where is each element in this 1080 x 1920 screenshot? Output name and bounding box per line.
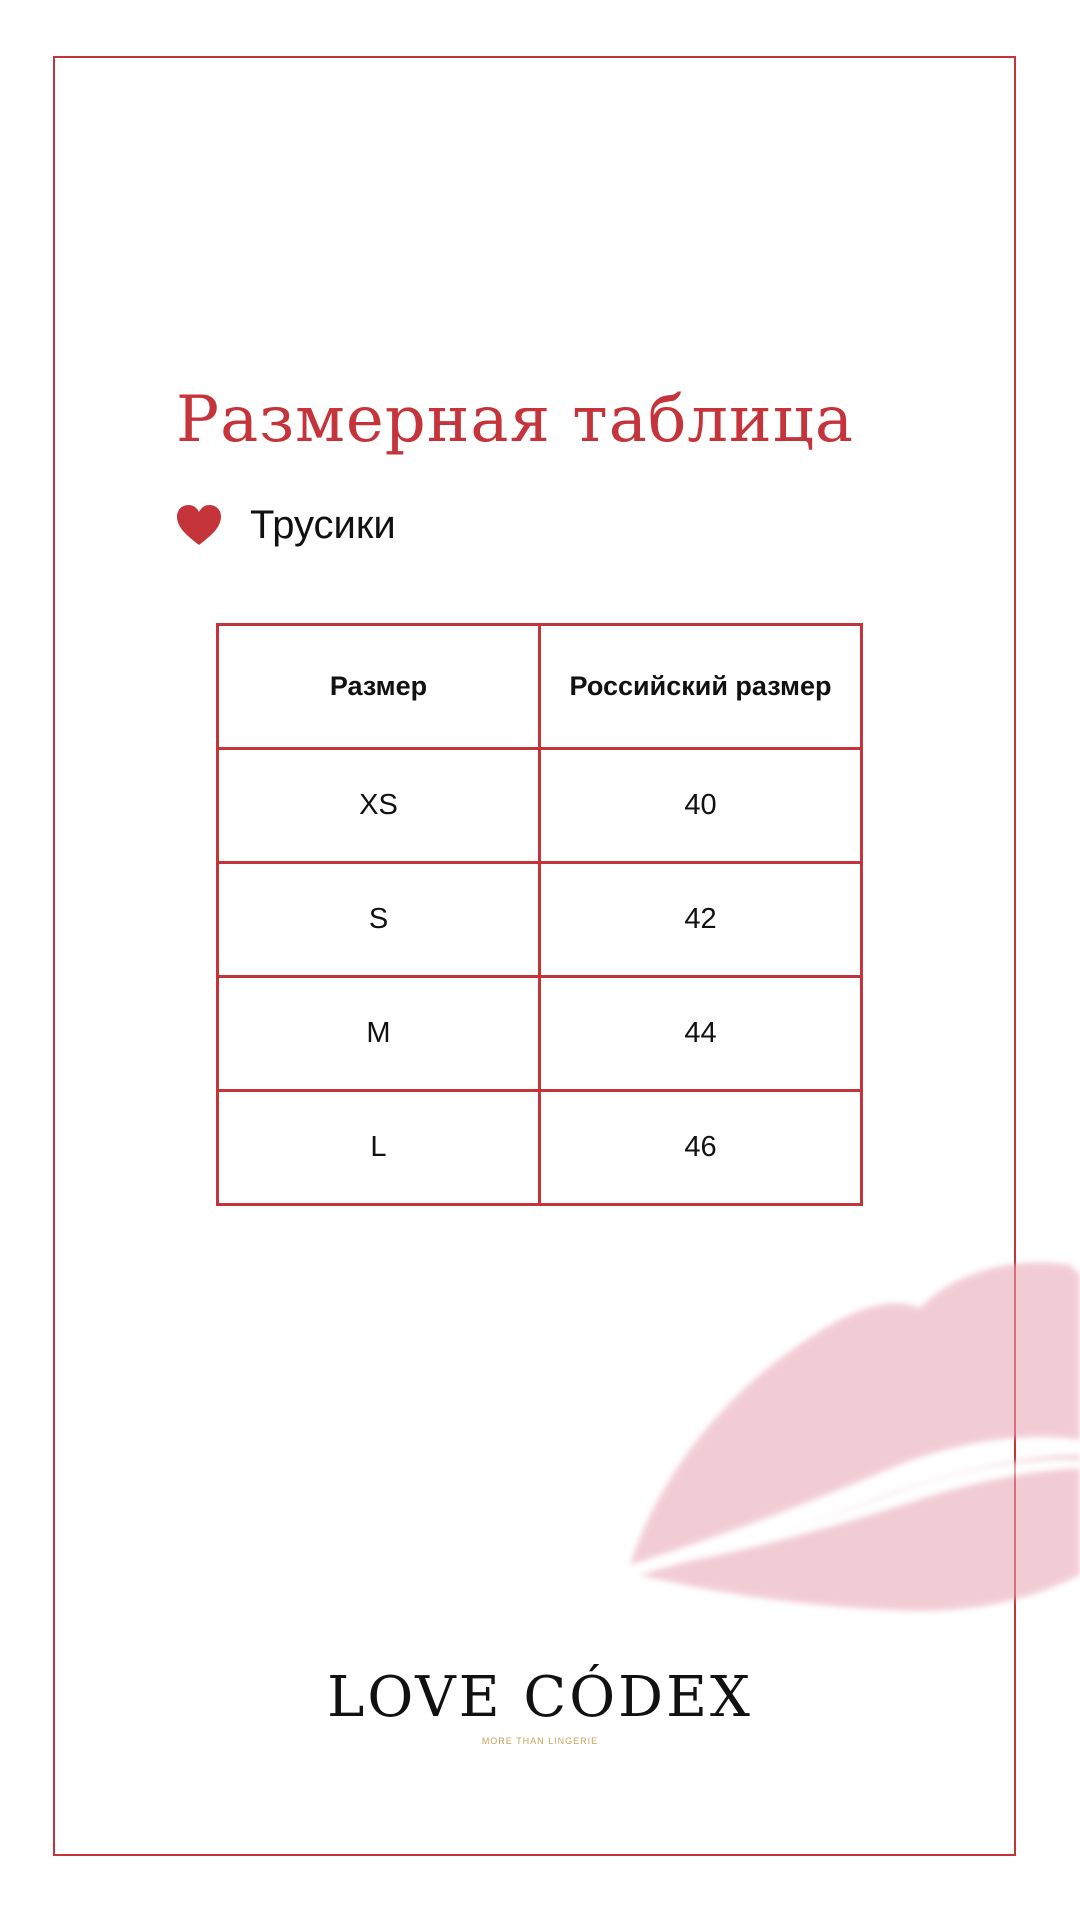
cell-russian-size: 40	[540, 749, 862, 863]
cell-size: M	[218, 977, 540, 1091]
table-row	[218, 749, 862, 863]
category-name: Трусики	[250, 502, 396, 547]
size-table	[216, 623, 863, 1206]
table-row	[218, 1091, 862, 1205]
column-header-russian-size: Российский размер	[540, 625, 862, 749]
cell-size: XS	[218, 749, 540, 863]
cell-size: S	[218, 863, 540, 977]
heart-icon	[176, 504, 222, 546]
lips-print-image	[620, 1230, 1080, 1630]
category-label	[176, 500, 396, 550]
cell-russian-size: 44	[540, 977, 862, 1091]
table-header-row	[218, 625, 862, 749]
cell-russian-size: 46	[540, 1091, 862, 1205]
brand-tagline: MORE THAN LINGERIE	[481, 1736, 599, 1746]
table-row	[218, 977, 862, 1091]
brand-logo-name: LOVE CÓDEX	[327, 1665, 753, 1730]
column-header-size: Размер	[218, 625, 540, 749]
table-row	[218, 863, 862, 977]
brand-logo	[0, 1665, 1080, 1746]
page-title: Размерная таблица	[176, 383, 854, 457]
cell-size: L	[218, 1091, 540, 1205]
cell-russian-size: 42	[540, 863, 862, 977]
